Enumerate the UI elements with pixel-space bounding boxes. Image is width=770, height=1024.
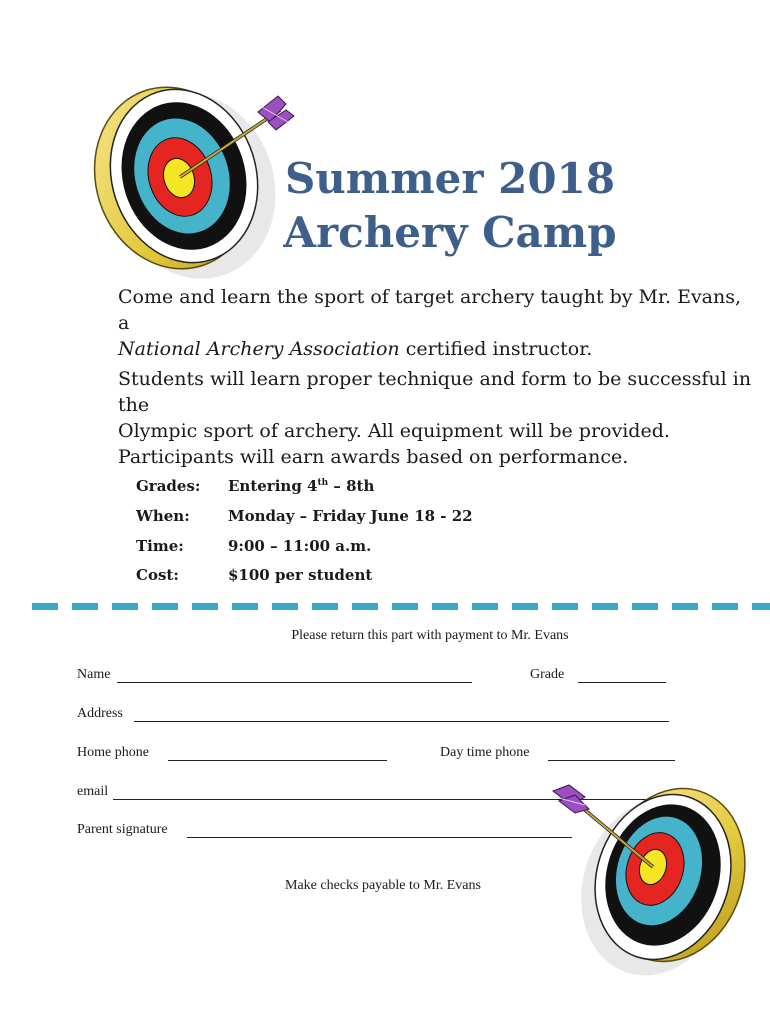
cost-label: Cost: xyxy=(136,566,179,584)
archery-target-icon xyxy=(545,775,760,980)
grade-field[interactable] xyxy=(578,682,666,683)
name-field[interactable] xyxy=(117,682,472,683)
address-field[interactable] xyxy=(134,721,669,722)
intro-p1-end: certified instructor. xyxy=(399,338,593,360)
intro-p1-line2 xyxy=(118,336,758,362)
grades-value-post: – 8th xyxy=(328,477,375,495)
when-label: When: xyxy=(136,507,190,525)
home-phone-field[interactable] xyxy=(168,760,387,761)
association-name: National Archery Association xyxy=(118,338,400,360)
home-phone-label: Home phone xyxy=(77,745,149,760)
cost-value: $100 per student xyxy=(228,566,373,584)
grade-label: Grade xyxy=(530,667,565,682)
grades-label: Grades: xyxy=(136,477,201,495)
checks-note: Make checks payable to Mr. Evans xyxy=(285,878,481,893)
tear-off-divider xyxy=(32,603,770,610)
intro-p2-line2: Olympic sport of archery. All equipment will be provided. xyxy=(118,420,670,442)
intro-p2-line1: Students will learn proper technique and form to be successful in the xyxy=(118,368,752,416)
page-title xyxy=(255,152,645,260)
intro-paragraph-1 xyxy=(118,284,758,362)
return-note: Please return this part with payment to Mr. Evans xyxy=(291,628,569,643)
email-label: email xyxy=(77,784,109,799)
name-label: Name xyxy=(77,667,111,682)
intro-p2-line3: Participants will earn awards based on performance. xyxy=(118,446,629,468)
day-phone-field[interactable] xyxy=(548,760,675,761)
day-phone-label: Day time phone xyxy=(440,745,530,760)
title-line-1: Summer 2018 xyxy=(284,154,616,203)
grades-value-sup: th xyxy=(317,478,329,488)
when-value: Monday – Friday June 18 - 22 xyxy=(228,507,473,525)
title-line-2: Archery Camp xyxy=(283,208,617,257)
parent-signature-label: Parent signature xyxy=(77,822,168,837)
parent-signature-field[interactable] xyxy=(187,837,572,838)
intro-paragraph-2 xyxy=(118,366,758,470)
address-label: Address xyxy=(77,706,123,721)
time-value: 9:00 – 11:00 a.m. xyxy=(228,537,372,555)
grades-value xyxy=(228,477,374,495)
grades-value-pre: Entering 4 xyxy=(228,477,318,495)
time-label: Time: xyxy=(136,537,184,555)
intro-p1-line1: Come and learn the sport of target archery taught by Mr. Evans, a xyxy=(118,286,742,334)
